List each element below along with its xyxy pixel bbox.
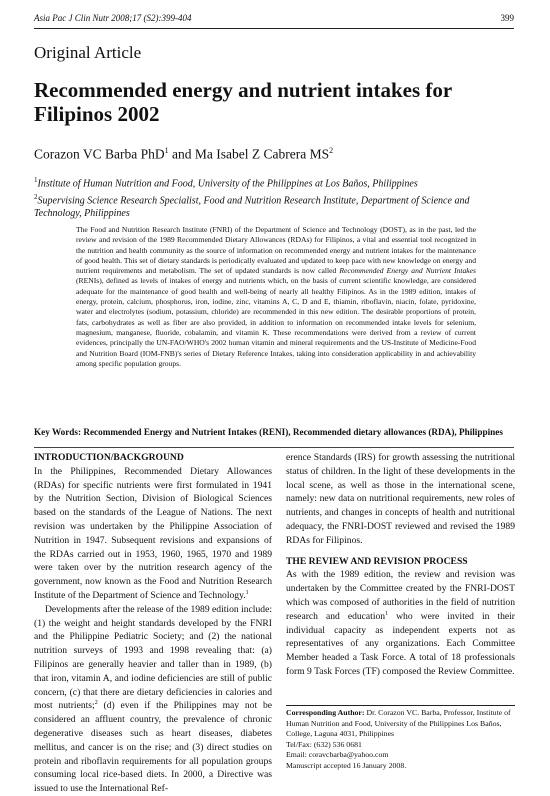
manuscript-accepted: Manuscript accepted 16 January 2008. <box>286 760 407 770</box>
abstract-emphasis: Recommended Energy and Nutrient Intakes <box>339 266 476 276</box>
header-divider <box>34 28 514 29</box>
citation-mark: 1 <box>385 610 389 617</box>
footnote-divider <box>286 705 515 706</box>
affiliation-text: Institute of Human Nutrition and Food, University of the Philippines at Los Baños, Philippines <box>37 178 418 190</box>
paragraph-text: In the Philippines, Recommended Dietary Allowances (RDAs) for specific nutrients were first formulated in 1941 by the Nutrition Section, Division of Biological Sciences based on the standards of the League of Nations. The next revision was undertaken by the Philippine Association of Nutrition in 1947. Subsequent revisions and expansions of the RDAs carried out in 1953, 1960, 1965, 1970 and 1989 were taken over by the nutrition research agency of the government, now known as the Food and Nutrition Research Institute of the Department of Science and Technology. <box>34 465 272 601</box>
affiliation-number: 1 <box>34 176 38 184</box>
body-paragraph <box>34 603 272 796</box>
paragraph-text: who were invited in their individual capacity as independent experts not as representatives of any organizations. Each Committee Member headed a Task Force. A total of 18 professionals form 9 Task Forces (TF) composed the Review Committee. <box>286 610 515 677</box>
article-title: Recommended energy and nutrient intakes for Filipinos 2002 <box>34 78 452 126</box>
journal-citation: Asia Pac J Clin Nutr 2008;17 (S2):399-404 <box>34 13 192 23</box>
affiliation-mark: 2 <box>329 146 334 155</box>
author-degree: PhD <box>140 146 165 162</box>
paragraph-text: (d) even if the Philippines may not be considered an affluent country, the prevalence of chronic degenerative diseases such as heart diseases, diabetes mellitus, and cancer is on the rise; and (3) direct studies on protein and riboflavin requirements for all population groups consuming local rice-based diets. In 2000, a Directive was issued to use the International Ref- <box>34 700 272 795</box>
body-column-left <box>34 451 272 796</box>
affiliation-item <box>34 174 514 191</box>
citation-mark: 2 <box>94 700 98 707</box>
keywords-divider <box>34 447 514 448</box>
body-paragraph <box>34 465 272 603</box>
author-name: Corazon VC Barba <box>34 146 138 162</box>
body-column-right <box>286 451 515 679</box>
author-separator: and <box>168 146 195 162</box>
affiliations <box>34 174 514 220</box>
abstract-text: The Food and Nutrition Research Institute (FNRI) of the Department of Science and Technology (DOST), as in the past, led the review and revision of the 1989 Recommended Dietary Allowances (RDAs) for Filipinos, a vital and essential tool recognized in the nutrition and health community as the source of information on recommended energy and nutrient intakes for the maintenance of good health. This set of dietary standards is periodically evaluated and updated to keep pace with new knowledge on energy and nutrient requirements and metabolism. The set of updated standards is now called <box>76 225 476 276</box>
author-name: Ma Isabel Z Cabrera <box>194 146 307 162</box>
affiliation-number: 2 <box>34 192 38 201</box>
correspondence-address <box>286 708 515 740</box>
abstract-text: (RENIs), defined as levels of intakes of energy and nutrients which, on the basis of current scientific knowledge, are considered adequate for the maintenance of good health and well-being of nearly all healthy Filipinos. As in the 1989 edition, intakes of energy, protein, calcium, phosphorus, iron, iodine, zinc, vitamins A, C, D and E, thiamin, riboflavin, niacin, folate, pyridoxine, water and electrolytes (sodium, potassium, chloride) are recommended in this new edition. The desirable proportions of protein, fats, carbohydrates as well as fiber are also provided, in addition to information on recommended intake levels for selenium, magnesium, manganese, fluoride, cobalamin, and vitamin K. These recommendations were derived from a review of current evidences, principally the UN-FAO/WHO's 2002 human vitamin and mineral requirements and the US-Institute of Medicine-Food and Nutrition Board (IOM-FNB)'s series of Dietary Reference Intakes, taking into consideration applicability in and achievability among specific population groups. <box>76 276 476 368</box>
author-list <box>34 146 333 163</box>
section-heading: THE REVIEW AND REVISION PROCESS <box>286 555 468 567</box>
article-type: Original Article <box>34 43 142 62</box>
keywords: Key Words: Recommended Energy and Nutrient Intakes (RENI), Recommended dietary allowances (RDA), Philippines <box>34 427 503 437</box>
body-paragraph <box>286 568 515 678</box>
affiliation-item <box>34 191 514 220</box>
correspondence-email: Email: coravcbarba@yahoo.com <box>286 750 389 759</box>
page-number: 399 <box>500 13 514 23</box>
paragraph-text: As with the 1989 edition, the review and revision was undertaken by the Committee created by the FNRI-DOST which was composed of authorities in the field of nutrition research and education <box>286 569 515 622</box>
correspondence-footnote <box>286 708 515 771</box>
affiliation-text: Supervising Science Research Specialist, Food and Nutrition Research Institute, Department of Science and Technology, Philippines <box>34 195 470 219</box>
section-heading: INTRODUCTION/BACKGROUND <box>34 452 184 463</box>
correspondence-phone: Tel/Fax: (632) 536 0681 <box>286 739 362 749</box>
spacer <box>286 548 515 555</box>
citation-mark: 1 <box>245 589 249 596</box>
correspondence-label: Corresponding Author: <box>286 708 365 717</box>
affiliation-mark: 1 <box>164 146 169 155</box>
paragraph-text: Developments after the release of the 1989 edition include: (1) the weight and height standards developed by the FNRI and the Philippine Pediatric Society; and (2) the national nutrition surveys of 1993 and 1998 revealing that: (a) Filipinos are generally heavier and taller than in 1989, (b) that iron, vitamin A, and iodine deficiencies are still of public concern, (c) that there are dietary deficiencies in calories and most nutrients; <box>34 603 272 712</box>
body-paragraph: erence Standards (IRS) for growth assessing the nutritional status of children. In the light of these developments in the local scene, as well as those in the international scene, namely: new data on nutritional requirements, new roles of nutrients, and changes in concepts of health and nutritional adequacy, the FNRI-DOST reviewed and revised the 1989 RDAs for Filipinos. <box>286 452 515 546</box>
correspondence-text: Dr. Corazon VC. Barba, Professor, Institute of Human Nutrition and Food, University of the Philippines Los Baños, College, Laguna 4031, Philippines <box>286 708 511 738</box>
abstract <box>76 225 476 369</box>
author-degree: MS <box>309 146 330 162</box>
